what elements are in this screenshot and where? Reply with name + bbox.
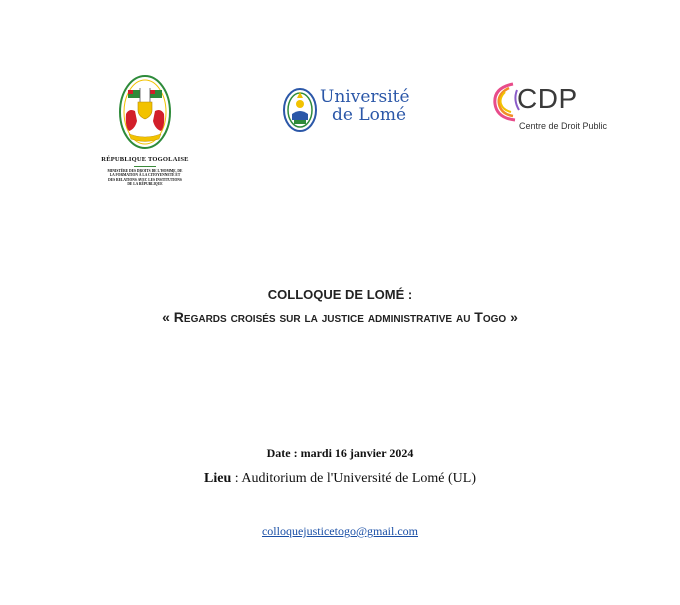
university-emblem-icon	[282, 84, 318, 134]
university-name-line1: Université	[320, 87, 410, 107]
event-date	[0, 446, 680, 461]
universite-de-lome-logo	[282, 84, 412, 136]
event-venue	[0, 471, 680, 487]
togo-coat-of-arms-icon	[117, 74, 173, 152]
date-label: Date :	[266, 446, 298, 460]
email-link[interactable]: colloquejusticetogo@gmail.com	[261, 524, 419, 538]
event-subtitle: « Regards croisés sur la justice administrative au Togo »	[162, 309, 518, 325]
cdp-logo	[487, 78, 617, 134]
university-name-line2: de Lomé	[332, 105, 407, 125]
republic-divider	[134, 166, 156, 167]
event-title: COLLOQUE DE LOMÉ :	[267, 287, 413, 302]
ministry-name: MINISTÈRE DES DROITS DE L'HOMME, DE LA FORMATION À LA CITOYENNETÉ ET DES RELATIONS AVEC LES INSTITUTIONS DE LA RÉPUBLIQUE	[107, 169, 183, 186]
republic-name: RÉPUBLIQUE TOGOLAISE	[101, 156, 189, 163]
republic-togo-logo	[100, 74, 190, 186]
lieu-label: Lieu	[204, 471, 232, 486]
cdp-subtitle: Centre de Droit Public	[519, 121, 608, 131]
lieu-value: : Auditorium de l'Université de Lomé (UL)	[234, 471, 476, 486]
cdp-acronym: CDP	[517, 83, 578, 114]
contact-email	[0, 524, 680, 539]
date-value: mardi 16 janvier 2024	[300, 446, 414, 460]
